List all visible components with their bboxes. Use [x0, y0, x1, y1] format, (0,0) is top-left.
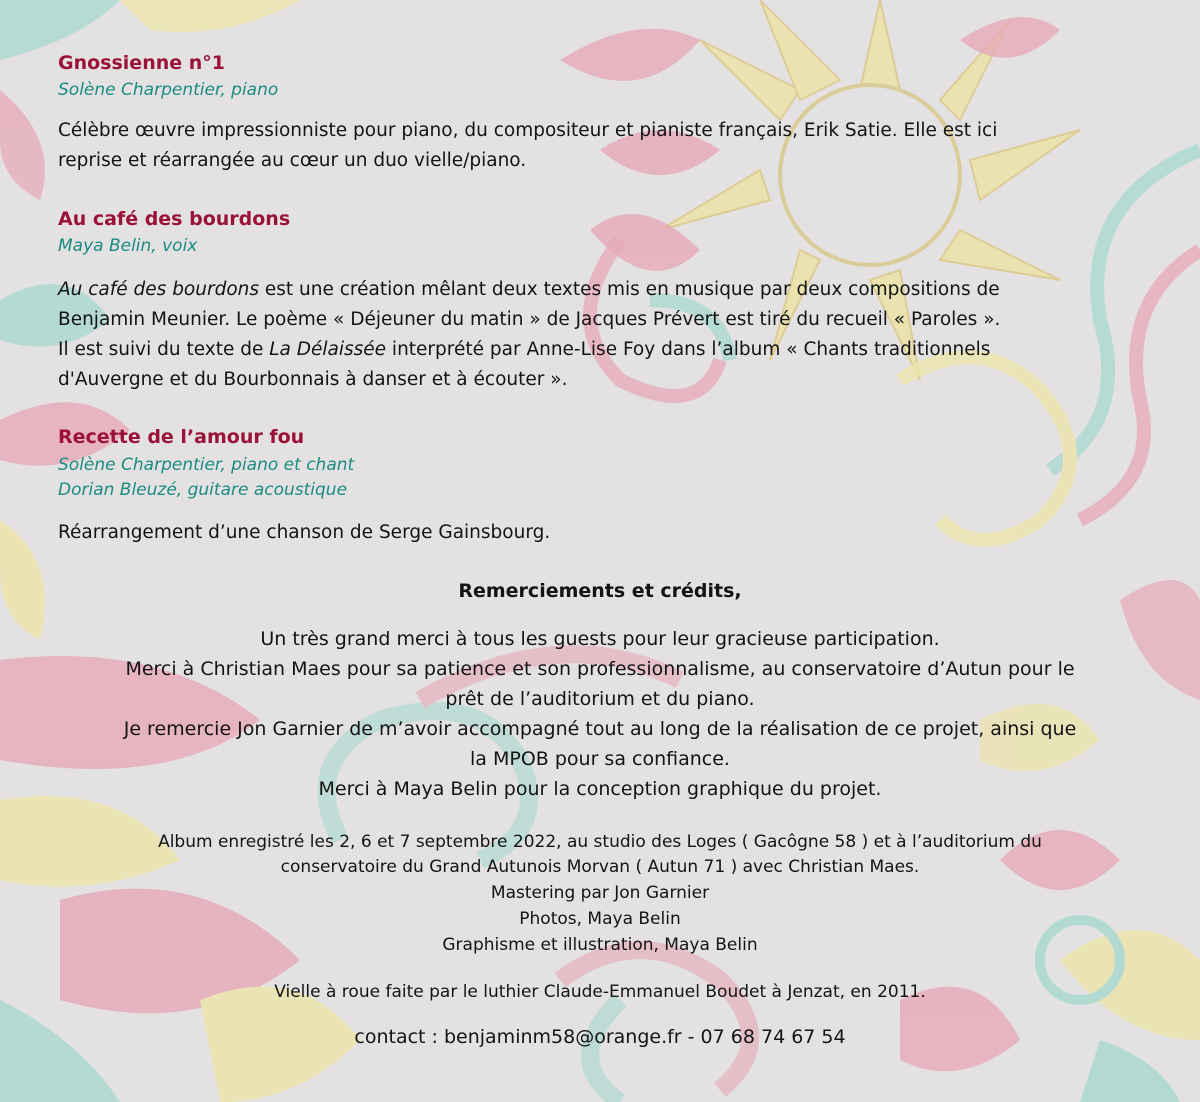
thanks-line: Merci à Maya Belin pour la conception graphique du projet.	[318, 778, 882, 800]
song-performer: Solène Charpentier, piano	[58, 80, 279, 100]
credits-heading: Remerciements et crédits,	[458, 580, 742, 602]
recording-line: conservatoire du Grand Autunois Morvan ( Autun 71 ) avec Christian Maes.	[280, 857, 920, 877]
work-title-italic: La Délaissée	[269, 339, 387, 360]
song-title: Au café des bourdons	[58, 208, 291, 230]
description-line: Célèbre œuvre impressionniste pour piano, du compositeur et pianiste français, Erik Satie. Elle est ici	[58, 120, 998, 141]
contact-line: contact : benjaminm58@orange.fr - 07 68 74 67 54	[354, 1026, 846, 1048]
recording-line: Photos, Maya Belin	[519, 909, 681, 929]
thanks-line: Je remercie Jon Garnier de m’avoir accompagné tout au long de la réalisation de ce projet, ainsi que	[123, 718, 1077, 740]
description-line	[58, 275, 1122, 305]
description-line: d'Auvergne et du Bourbonnais à danser et à écouter ».	[58, 369, 568, 390]
thanks-line: Un très grand merci à tous les guests pour leur gracieuse participation.	[260, 628, 940, 650]
song-title: Gnossienne n°1	[58, 52, 225, 74]
description-line: Réarrangement d’une chanson de Serge Gainsbourg.	[58, 522, 551, 543]
description-line: reprise et réarrangée au cœur un duo vielle/piano.	[58, 150, 527, 171]
song-description	[58, 518, 1122, 548]
description-line	[58, 335, 1122, 365]
instrument-line: Vielle à roue faite par le luthier Claude-Emmanuel Boudet à Jenzat, en 2011.	[274, 982, 926, 1002]
thanks-line: Merci à Christian Maes pour sa patience et son professionnalisme, au conservatoire d’Autun pour le	[125, 658, 1075, 680]
thanks-line: la MPOB pour sa confiance.	[470, 748, 730, 770]
recording-line: Mastering par Jon Garnier	[490, 883, 710, 903]
thanks-line: prêt de l’auditorium et du piano.	[445, 688, 755, 710]
description-line: Benjamin Meunier. Le poème « Déjeuner du matin » de Jacques Prévert est tiré du recueil « Paroles ».	[58, 309, 1001, 330]
song-performer: Maya Belin, voix	[58, 236, 198, 256]
song-performer: Dorian Bleuzé, guitare acoustique	[58, 480, 348, 500]
description-text: interprété par Anne-Lise Foy dans l’album « Chants traditionnels	[386, 339, 991, 360]
song-title: Recette de l’amour fou	[58, 426, 305, 448]
description-text: est une création mêlant deux textes mis en musique par deux compositions de	[259, 279, 1000, 300]
song-performer: Solène Charpentier, piano et chant	[58, 455, 355, 475]
song-description	[58, 116, 1122, 176]
song-description	[58, 275, 1122, 395]
recording-line: Graphisme et illustration, Maya Belin	[442, 935, 758, 955]
recording-line: Album enregistré les 2, 6 et 7 septembre 2022, au studio des Loges ( Gacôgne 58 ) et à l’auditorium du	[158, 832, 1042, 852]
description-text: Il est suivi du texte de	[58, 339, 270, 360]
work-title-italic: Au café des bourdons	[58, 279, 260, 300]
